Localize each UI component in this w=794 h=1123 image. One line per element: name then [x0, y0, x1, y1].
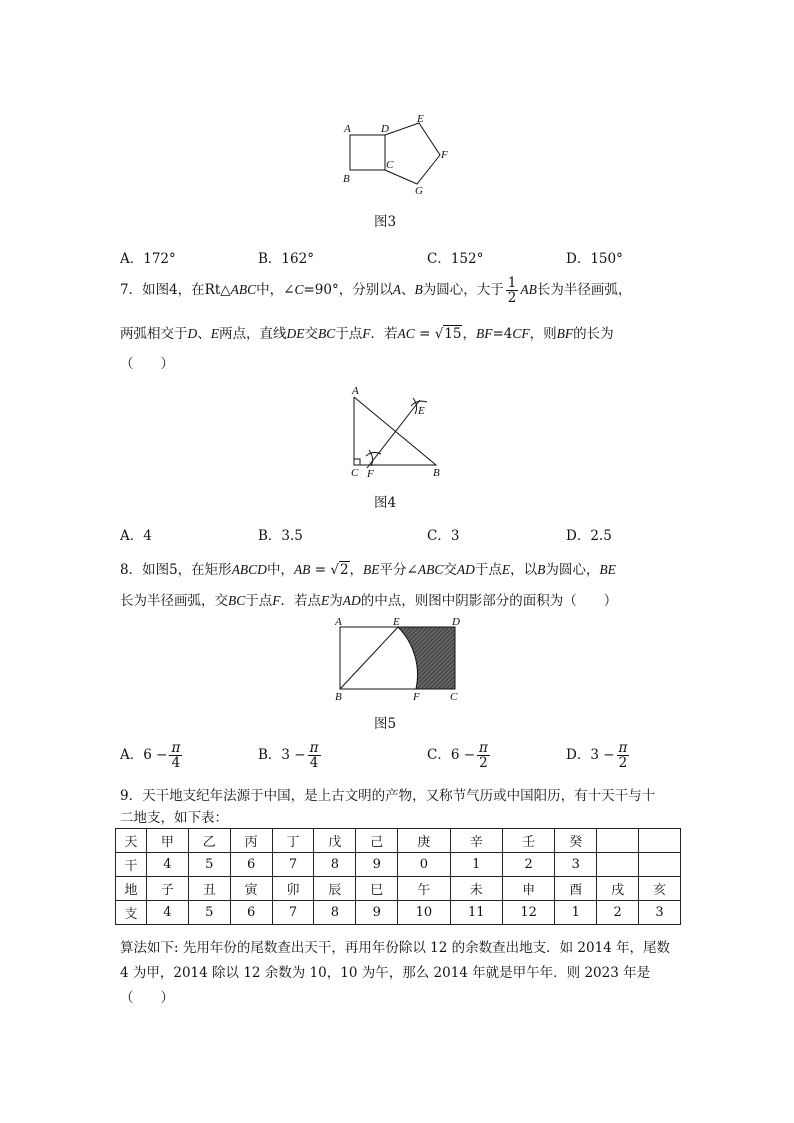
q9-line-3: 算法如下: 先用年份的尾数查出天干，再用年份除以 12 的余数查出地支．如 2014 年，尾数	[120, 940, 671, 956]
table-cell: 9	[356, 853, 398, 877]
q9-line-2: 二地支，如下表：	[120, 810, 228, 826]
q8-line-1: 8．如图5，在矩形ABCD中，AB = √2，BE平分∠ABC交AD于点E，以B为圆心，BE	[120, 562, 616, 578]
table-cell: 2	[597, 901, 639, 925]
table-cell: 6	[230, 901, 272, 925]
fraction-pi-4: $\frac{\pi}{4}$	[171, 740, 181, 772]
fig5-shaded-region	[398, 627, 455, 689]
table-cell: 子	[147, 877, 189, 901]
fig5-label-d: D	[452, 616, 460, 628]
fig4-label-f: F	[367, 468, 374, 480]
q7-line-2: 两弧相交于D、E两点，直线DE交BC于点F．若AC = √15，BF=4CF，则BF的长为	[120, 326, 614, 342]
table-cell: 丙	[230, 829, 272, 853]
table-cell: 壬	[502, 829, 554, 853]
figure-3	[335, 112, 460, 197]
q9-answer-paren: （ ）	[120, 990, 174, 1006]
table-cell: 8	[314, 853, 356, 877]
table-cell: 卯	[272, 877, 314, 901]
figure-4	[345, 382, 450, 480]
fig5-label-b: B	[335, 691, 342, 703]
ganzhi-table	[115, 828, 681, 925]
table-cell	[639, 853, 681, 877]
table-cell: 11	[450, 901, 502, 925]
table-cell: 戊	[314, 829, 356, 853]
fig3-square	[350, 135, 385, 170]
q6-option-a: A．172°	[120, 251, 176, 267]
q7-answer-paren: （ ）	[120, 356, 174, 372]
table-cell: 7	[272, 853, 314, 877]
fraction-pi-4: $\frac{\pi}{4}$	[309, 740, 319, 772]
fig5-label-a: A	[335, 616, 342, 628]
q6-option-b: B．162°	[258, 251, 314, 267]
table-cell: 12	[502, 901, 554, 925]
q6-option-d: D．150°	[566, 251, 623, 267]
table-cell: 1	[450, 853, 502, 877]
table-cell: 3	[555, 853, 597, 877]
table-cell: 乙	[188, 829, 230, 853]
fig5-caption: 图5	[374, 716, 397, 732]
fig5-segment-be	[340, 627, 398, 689]
table-cell: 地	[116, 877, 147, 901]
table-cell: 丑	[188, 877, 230, 901]
table-cell: 5	[188, 901, 230, 925]
fig3-label-b: B	[343, 173, 350, 185]
fig4-label-a: A	[352, 385, 359, 397]
table-row	[116, 829, 681, 853]
fraction-one-half: $\frac{1}{2}$	[507, 275, 517, 307]
fig5-label-f: F	[413, 691, 420, 703]
table-cell: 8	[314, 901, 356, 925]
fig4-caption: 图4	[374, 495, 397, 511]
fraction-pi-2: $\frac{\pi}{2}$	[479, 740, 488, 772]
table-cell	[597, 853, 639, 877]
table-cell	[639, 829, 681, 853]
q8-option-c: C．6 − $\frac{\pi}{2}$	[427, 740, 488, 772]
q7-option-b: B．3.5	[258, 528, 303, 544]
table-cell: 干	[116, 853, 147, 877]
table-cell: 午	[398, 877, 450, 901]
table-cell: 3	[639, 901, 681, 925]
sqrt-15: √15	[434, 326, 462, 342]
table-cell: 支	[116, 901, 147, 925]
table-cell: 庚	[398, 829, 450, 853]
fig3-label-f: F	[441, 149, 448, 161]
fig3-label-d: D	[381, 123, 389, 135]
q7-option-c: C．3	[427, 528, 460, 544]
q7-option-d: D．2.5	[566, 528, 612, 544]
q8-line-2: 长为半径画弧，交BC于点F．若点E为AD的中点，则图中阴影部分的面积为（ ）	[120, 593, 618, 609]
table-cell: 寅	[230, 877, 272, 901]
fig4-label-c: C	[351, 467, 359, 479]
fig5-label-c: C	[450, 691, 458, 703]
fraction-pi-2: $\frac{\pi}{2}$	[618, 740, 628, 772]
fig3-pentagon	[385, 123, 440, 184]
table-cell: 4	[147, 853, 189, 877]
fig3-label-e: E	[417, 113, 424, 125]
table-row	[116, 901, 681, 925]
table-cell: 天	[116, 829, 147, 853]
table-cell: 申	[502, 877, 554, 901]
table-cell: 5	[188, 853, 230, 877]
table-cell: 甲	[147, 829, 189, 853]
q9-line-1: 9．天干地支纪年法源于中国，是上古文明的产物，又称节气历或中国阳历，有十天干与十	[120, 788, 656, 804]
q7-option-a: A．4	[120, 528, 152, 544]
table-cell: 1	[555, 901, 597, 925]
fig5-label-e: E	[393, 616, 400, 628]
q8-option-b: B．3 − $\frac{\pi}{4}$	[258, 740, 319, 772]
fig3-label-g: G	[415, 185, 423, 197]
table-cell: 巳	[356, 877, 398, 901]
table-cell: 7	[272, 901, 314, 925]
table-cell: 未	[450, 877, 502, 901]
table-cell: 4	[147, 901, 189, 925]
table-cell: 己	[356, 829, 398, 853]
table-cell: 亥	[639, 877, 681, 901]
q8-option-d: D．3 − $\frac{\pi}{2}$	[566, 740, 628, 772]
figure-5	[330, 614, 465, 704]
fig4-label-b: B	[433, 467, 440, 479]
q8-option-a: A．6 − $\frac{\pi}{4}$	[120, 740, 181, 772]
table-cell: 酉	[555, 877, 597, 901]
sqrt-2: √2	[330, 562, 349, 578]
table-cell: 10	[398, 901, 450, 925]
fig4-arc-f	[366, 452, 381, 456]
q7-line-1: 7．如图4，在Rt△ABC中，∠C=90°，分别以A、B为圆心，大于 $\frac{1}{2}$ AB长为半径画弧，	[120, 275, 632, 307]
fig3-caption: 图3	[374, 214, 397, 230]
table-cell	[597, 829, 639, 853]
table-cell: 癸	[555, 829, 597, 853]
table-cell: 戌	[597, 877, 639, 901]
q6-option-c: C．152°	[427, 251, 484, 267]
table-cell: 2	[502, 853, 554, 877]
fig3-label-a: A	[344, 123, 351, 135]
fig4-label-e: E	[418, 405, 425, 417]
table-cell: 0	[398, 853, 450, 877]
q9-line-4: 4 为甲，2014 除以 12 余数为 10，10 为午，那么 2014 年就是甲午年．则 2023 年是	[120, 965, 651, 981]
fig4-perpendicular-bisector	[367, 400, 420, 468]
table-row	[116, 853, 681, 877]
table-cell: 9	[356, 901, 398, 925]
table-cell: 辰	[314, 877, 356, 901]
table-row	[116, 877, 681, 901]
table-cell: 6	[230, 853, 272, 877]
fig4-right-angle-mark	[354, 459, 360, 465]
table-cell: 辛	[450, 829, 502, 853]
fig3-label-c: C	[386, 159, 394, 171]
table-cell: 丁	[272, 829, 314, 853]
